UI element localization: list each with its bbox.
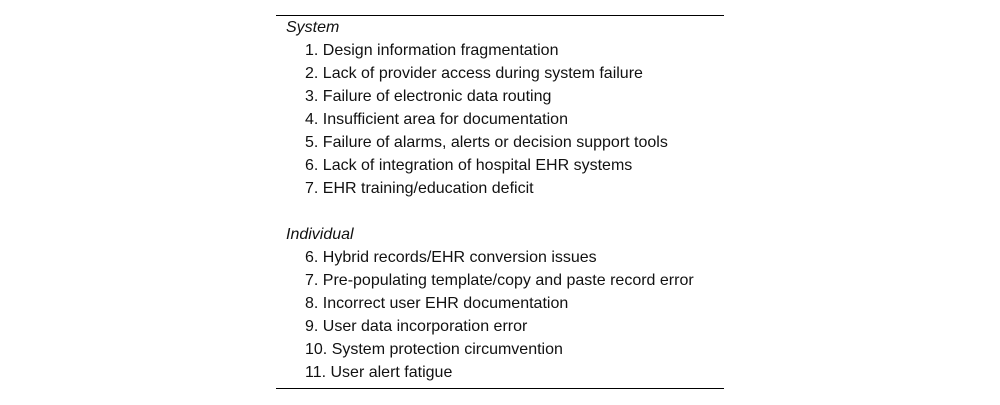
system-item: 5. Failure of alarms, alerts or decision support tools <box>305 134 668 151</box>
individual-item: 11. User alert fatigue <box>305 364 453 381</box>
individual-item: 8. Incorrect user EHR documentation <box>305 295 569 312</box>
system-item: 6. Lack of integration of hospital EHR systems <box>305 157 633 174</box>
individual-item: 6. Hybrid records/EHR conversion issues <box>305 249 597 266</box>
classification-table <box>276 15 724 381</box>
system-item: 2. Lack of provider access during system failure <box>305 65 643 82</box>
individual-item: 10. System protection circumvention <box>305 341 563 358</box>
section-heading-system: System <box>286 19 340 36</box>
system-item: 3. Failure of electronic data routing <box>305 88 552 105</box>
section-heading-individual: Individual <box>286 226 354 243</box>
system-item: 1. Design information fragmentation <box>305 42 559 59</box>
table-bottom-rule <box>276 388 724 389</box>
system-item: 4. Insufficient area for documentation <box>305 111 568 128</box>
individual-item: 9. User data incorporation error <box>305 318 528 335</box>
system-item: 7. EHR training/education deficit <box>305 180 534 197</box>
individual-item: 7. Pre-populating template/copy and paste record error <box>305 272 694 289</box>
